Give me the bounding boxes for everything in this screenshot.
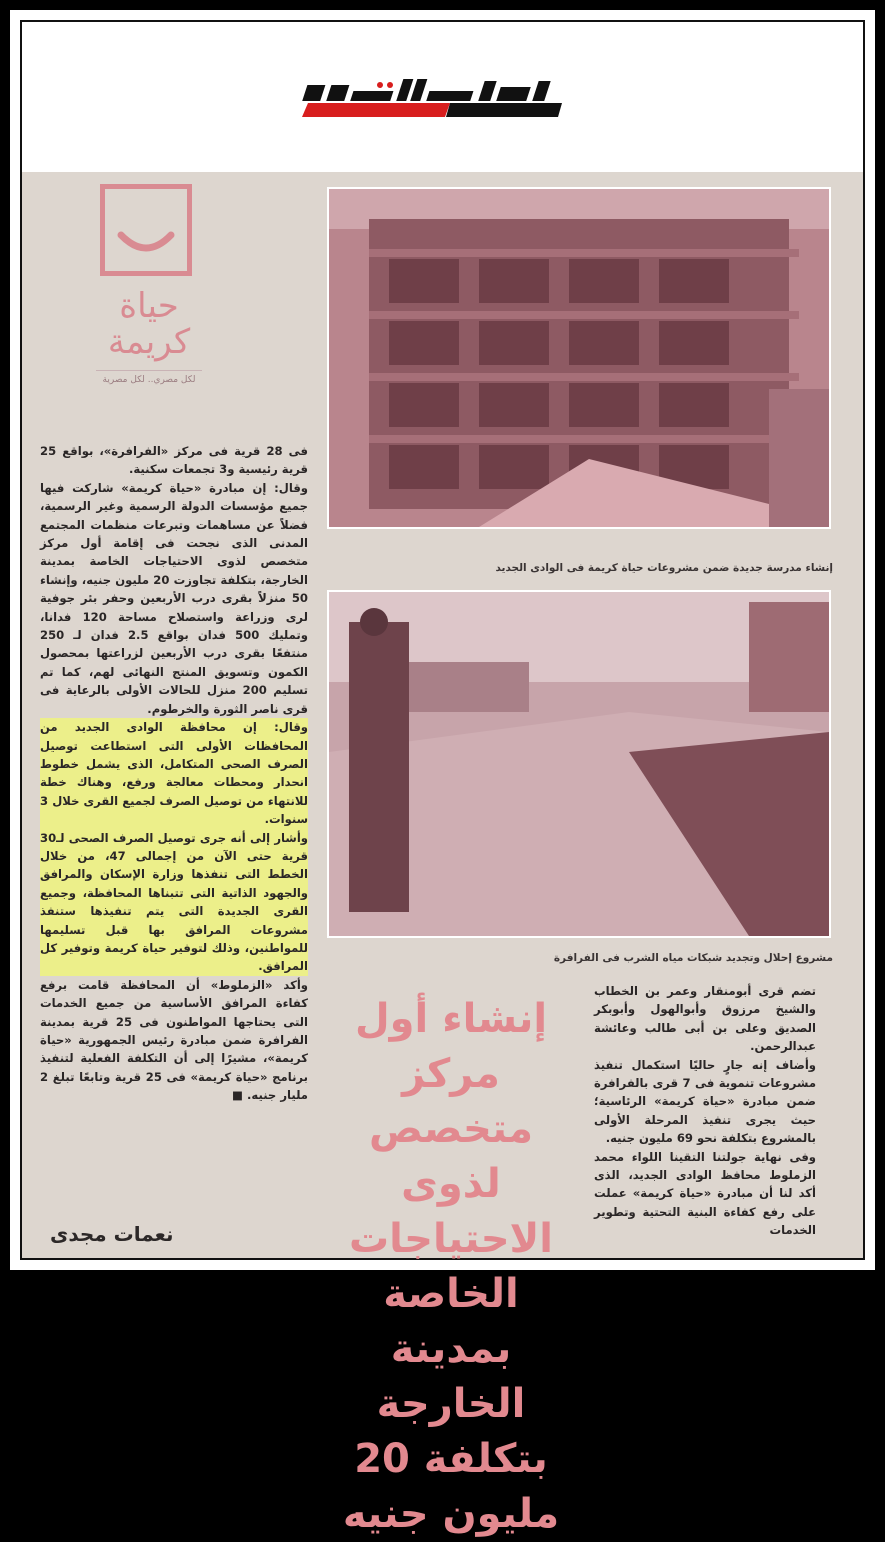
badge-line2: كريمة: [107, 322, 191, 362]
haya-karima-badge: [90, 184, 208, 404]
school-construction-photo: [327, 187, 831, 529]
water-network-photo: [327, 590, 831, 938]
photo1-caption: إنشاء مدرسة جديدة ضمن مشروعات حياة كريمة فى الوادى الجديد: [495, 562, 833, 574]
highlighted-paragraph: وقال: إن محافظة الوادى الجديد من المحافظات الأولى التى استطاعت توصيل الصرف الصحى المتكامل، الذى يشمل خطوط انحدار ومحطات معالجة ورفع، وهناك خطة للانتهاء من توصيل الصرف لجميع القرى خلال 3 سنوات.: [40, 718, 308, 828]
body-paragraph: وأضاف إنه جارٍ حاليًا استكمال تنفيذ مشروعات تنموية فى 7 قرى بالفرافرة ضمن مبادرة «حياة كريمة» الرئاسية؛ حيث يجرى تنفيذ المرحلة الأولى بالمشروع بتكلفة نحو 69 مليون جنيه.: [594, 1057, 816, 1146]
badge-tagline: لكل مصري.. لكل مصرية: [96, 370, 202, 385]
highlighted-paragraph: وأشار إلى أنه جرى توصيل الصرف الصحى لـ30 قرية حتى الآن من إجمالى 47، من خلال الخطط التى تنفذها وزارة الإسكان والمرافق والجهود الذاتية التى تتبناها المحافظة، وجميع القرى الجديدة التى يتم تنفيذها ستنفذ مشروعات المرافق بها قبل تسليمها للمواطنين، وذلك لتوفير حياة كريمة وتوفير كل المرافق.: [40, 829, 308, 976]
photo2-caption: مشروع إحلال وتجديد شبكات مياه الشرب فى الفرافرة: [553, 952, 833, 964]
article-headline: إنشاء أول مركز متخصص لذوى الاحتياجات الخاصة بمدينة الخارجة بتكلفة 20 مليون جنيه: [342, 996, 560, 1537]
body-paragraph: وقال: إن مبادرة «حياة كريمة» شاركت فيها جميع مؤسسات الدولة الرسمية وغير الرسمية، فضلاً عن مساهمات وتبرعات منظمات المجتمع المدنى الذى نجحت فى إقامة أول مركز متخصص لذوى الاحتياجات الخاصة بمدينة الخارجة، بتكلفة تجاوزت 20 مليون جنيه، وإنشاء 50 منزلاً بقرى درب الأربعين وحفر بئر جوفية لرى وزراعة واستصلاح مساحة 120 فدانا، وتمليك 500 فدان بواقع 2.5 فدان لـ 250 منتفعًا بقرى درب الأربعين لزراعتها بمحصول الكمون وتسويق المنتج النهائى لهم، كما تم تسليم 200 منزل للحالات الأولى بالرعاية فى قرى ناصر الثورة والخرطوم.: [40, 480, 308, 716]
body-paragraph: وفى نهاية جولتنا التقينا اللواء محمد الزملوط محافظ الوادى الجديد، الذى أكد لنا أن مبادرة «حياة كريمة» عملت على رفع كفاءة البنية التحتية وتطوير الخدمات: [594, 1149, 816, 1238]
body-paragraph: وأكد «الزملوط» أن المحافظة قامت برفع كفاءة المرافق الأساسية من جميع الخدمات التى يحتاجها المواطنون فى 25 قرية بمدينة الفرافرة ضمن مبادرة رئيس الجمهورية «حياة كريمة»، مشيرًا إلى أن التكلفة الفعلية لتنفيذ برنامج «حياة كريمة» فى 25 قرية وتابعًا تبلغ 2 مليار جنيه. ■: [40, 977, 309, 1103]
body-paragraph: فى 28 قرية فى مركز «الفرافرة»، بواقع 25 قرية رئيسية و3 تجمعات سكنية.: [40, 444, 308, 477]
body-paragraph: تضم قرى أبومنقار وعمر بن الخطاب والشيخ مرزوق وأبوالهول وأبوبكر الصديق وعلى بن أبى طالب وعائشة عبدالرحمن.: [594, 984, 816, 1054]
article-page: [22, 172, 863, 1537]
article-body-right-column: [594, 982, 816, 1240]
page-frame: [10, 10, 875, 1537]
rosaelyoussef-logo: [300, 77, 570, 121]
badge-line1: حياة: [119, 286, 179, 326]
article-body-left-column: [40, 442, 308, 1105]
smile-logo-icon: [100, 184, 192, 276]
newspaper-clipping: [20, 20, 865, 1537]
masthead: [22, 22, 863, 172]
author-byline: نعمات مجدى: [50, 1222, 174, 1246]
